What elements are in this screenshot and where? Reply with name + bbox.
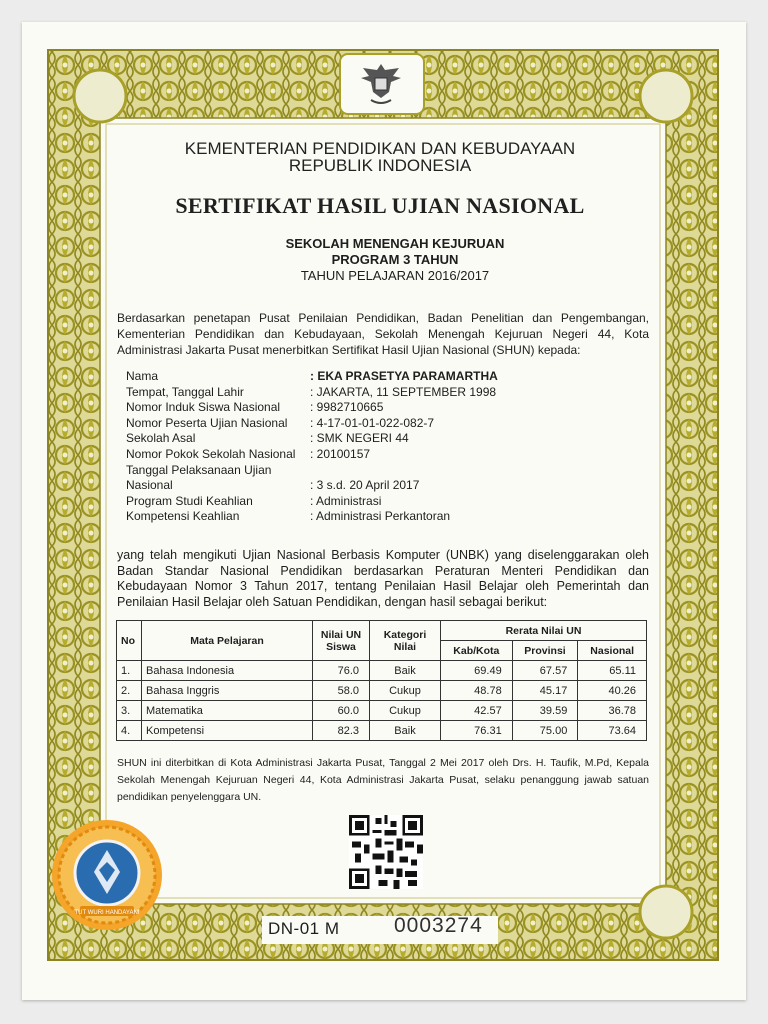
identity-row	[126, 431, 646, 447]
cell-category: Cukup	[370, 701, 441, 721]
cell-subject: Bahasa Indonesia	[142, 661, 313, 681]
identity-label: Program Studi Keahlian	[126, 493, 253, 508]
cell-no: 4.	[117, 721, 142, 741]
school-type: SEKOLAH MENENGAH KEJURUAN	[285, 236, 505, 251]
cell-category: Cukup	[370, 681, 441, 701]
cell-kab: 76.31	[441, 721, 513, 741]
cell-subject: Matematika	[142, 701, 313, 721]
col-nas: Nasional	[578, 641, 647, 661]
identity-row	[126, 509, 646, 525]
cell-score: 76.0	[313, 661, 370, 681]
identity-value: : Administrasi Perkantoran	[310, 509, 451, 524]
col-no: No	[117, 621, 142, 661]
identity-label: Nomor Peserta Ujian Nasional	[126, 415, 288, 430]
identity-value: : EKA PRASETYA PARAMARTHA	[310, 369, 498, 383]
document-code: DN-01 M	[268, 919, 340, 938]
col-category-line1: Kategori	[383, 628, 427, 641]
cell-category: Baik	[370, 721, 441, 741]
intro-paragraph: Berdasarkan penetapan Pusat Penilaian Pendidikan, Badan Penelitian dan Pengembangan, Kementerian Pendidikan dan Kebudayaan, Sekolah Menengah Kejuruan Negeri 44, Kota Administrasi Jakarta Pusat menerbitkan Sertifikat Hasil Ujian Nasional (SHUN) kepada:	[117, 311, 649, 357]
cell-subject: Bahasa Inggris	[142, 681, 313, 701]
identity-row	[126, 369, 646, 385]
cell-subject: Kompetensi	[142, 721, 313, 741]
col-prov: Provinsi	[512, 641, 578, 661]
identity-value: : Administrasi	[310, 493, 382, 508]
cell-prov: 75.00	[512, 721, 578, 741]
identity-label: Nasional	[126, 478, 173, 493]
ministry-line-2: REPUBLIK INDONESIA	[288, 156, 472, 175]
identity-value: : 4-17-01-01-022-082-7	[310, 415, 435, 430]
serial-number: 0003274	[394, 914, 483, 937]
col-category-line2: Nilai	[393, 640, 417, 653]
cell-nas: 40.26	[578, 681, 647, 701]
table-row	[117, 701, 647, 721]
school-info	[150, 236, 640, 284]
identity-label: Kompetensi Keahlian	[126, 509, 240, 524]
identity-label: Tanggal Pelaksanaan Ujian	[126, 462, 272, 477]
identity-label: Tempat, Tanggal Lahir	[126, 384, 244, 399]
identity-row	[126, 463, 646, 479]
cell-nas: 36.78	[578, 701, 647, 721]
cell-nas: 73.64	[578, 721, 647, 741]
qr-code-icon	[349, 815, 423, 889]
identity-value	[310, 463, 646, 479]
ministry-line-1: KEMENTERIAN PENDIDIKAN DAN KEBUDAYAAN	[184, 139, 576, 158]
col-category	[370, 621, 441, 661]
cell-kab: 42.57	[441, 701, 513, 721]
identity-row	[126, 478, 646, 494]
cell-category: Baik	[370, 661, 441, 681]
col-average: Rerata Nilai UN	[441, 621, 647, 641]
academic-year: TAHUN PELAJARAN 2016/2017	[300, 268, 490, 283]
identity-row	[126, 400, 646, 416]
cell-score: 58.0	[313, 681, 370, 701]
identity-label: Nomor Pokok Sekolah Nasional	[126, 446, 296, 461]
col-score-line2: Siswa	[326, 640, 356, 653]
col-score	[313, 621, 370, 661]
cell-prov: 39.59	[512, 701, 578, 721]
cell-prov: 45.17	[512, 681, 578, 701]
col-score-line1: Nilai UN	[320, 628, 362, 641]
identity-label: Nomor Induk Siswa Nasional	[126, 400, 281, 415]
issuance-paragraph: SHUN ini diterbitkan di Kota Administrasi Jakarta Pusat, Tanggal 2 Mei 2017 oleh Drs. H. Taufik, M.Pd, Kepala Sekolah Menengah Kejuruan Negeri 44, Kota Administrasi Jakarta Pusat, selaku penanggung jawab satuan pendidikan penyelenggara UN.	[117, 757, 649, 803]
identity-row	[126, 447, 646, 463]
cell-no: 3.	[117, 701, 142, 721]
table-row	[117, 661, 647, 681]
cell-nas: 65.11	[578, 661, 647, 681]
identity-row	[126, 416, 646, 432]
col-subject: Mata Pelajaran	[142, 621, 313, 661]
identity-value: : JAKARTA, 11 SEPTEMBER 1998	[310, 384, 497, 399]
ministry-heading	[120, 140, 640, 174]
program: PROGRAM 3 TAHUN	[331, 252, 459, 267]
identity-label: Nama	[126, 369, 159, 383]
identity-value: : 9982710665	[310, 400, 384, 415]
identity-row	[126, 385, 646, 401]
identity-value: : SMK NEGERI 44	[310, 431, 409, 446]
table-row	[117, 721, 647, 741]
emblem-motto: TUT WURI HANDAYANI	[74, 910, 140, 916]
cell-prov: 67.57	[512, 661, 578, 681]
tut-wuri-handayani-emblem-icon	[50, 818, 165, 933]
cell-no: 1.	[117, 661, 142, 681]
identity-label: Sekolah Asal	[126, 431, 196, 446]
cell-score: 60.0	[313, 701, 370, 721]
col-kab: Kab/Kota	[441, 641, 513, 661]
cell-kab: 69.49	[441, 661, 513, 681]
identity-row	[126, 494, 646, 510]
table-row	[117, 681, 647, 701]
identity-value: : 20100157	[310, 446, 371, 461]
certificate-title: SERTIFIKAT HASIL UJIAN NASIONAL	[175, 193, 585, 218]
grades-table	[116, 620, 647, 741]
garuda-emblem-icon	[355, 58, 407, 110]
student-identity	[126, 369, 646, 525]
cell-kab: 48.78	[441, 681, 513, 701]
identity-value: : 3 s.d. 20 April 2017	[310, 478, 420, 493]
cell-score: 82.3	[313, 721, 370, 741]
exam-paragraph: yang telah mengikuti Ujian Nasional Berbasis Komputer (UNBK) yang diselenggarakan oleh Badan Standar Nasional Pendidikan berdasarkan Peraturan Menteri Pendidikan dan Kebudayaan Nomor 3 Tahun 2017, tentang Penilaian Hasil Belajar oleh Pemerintah dan Penilaian Hasil Belajar oleh Satuan Pendidikan, dengan hasil sebagai berikut:	[117, 548, 649, 609]
cell-no: 2.	[117, 681, 142, 701]
